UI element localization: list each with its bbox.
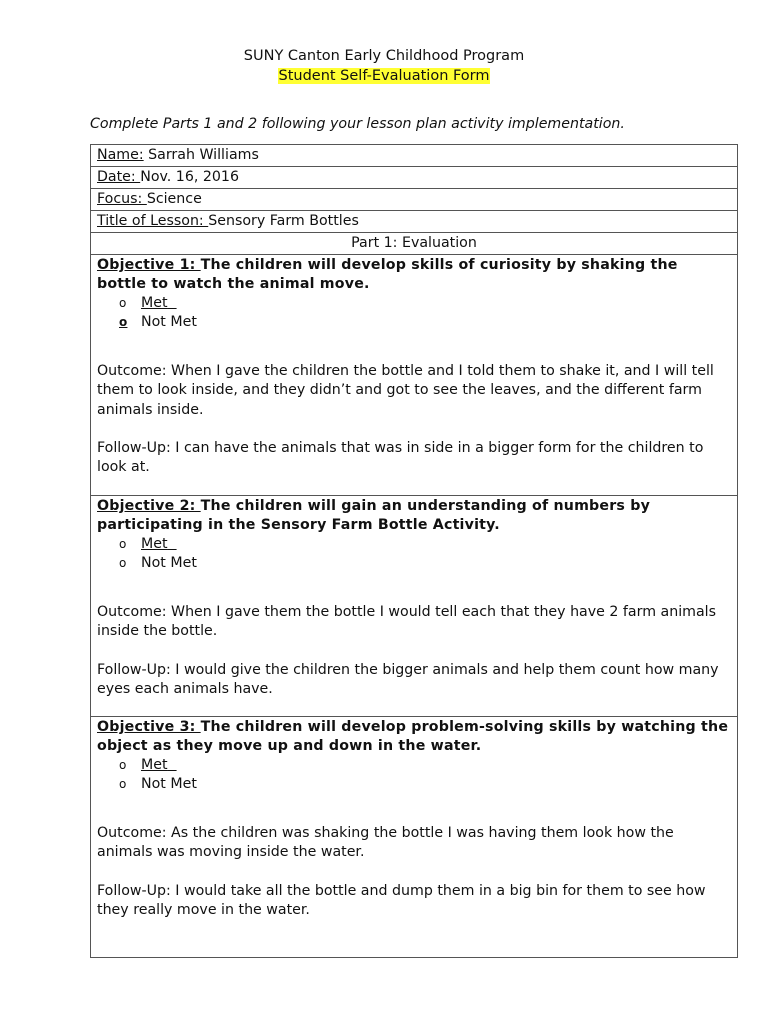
focus-cell [91, 189, 738, 211]
objective-3-met-option [119, 756, 731, 775]
form-title [0, 66, 768, 86]
objective-2-met-bullet-icon: o [119, 537, 127, 551]
objective-1-not-met-option [119, 313, 731, 332]
objective-1-row [91, 255, 738, 496]
program-title: SUNY Canton Early Childhood Program [243, 48, 525, 64]
focus-label: Focus: [97, 191, 147, 207]
date-value: Nov. 16, 2016 [140, 169, 239, 185]
spacer [97, 863, 731, 882]
lesson-title-label: Title of Lesson: [97, 213, 209, 229]
evaluation-table [90, 144, 738, 958]
name-row [91, 145, 738, 167]
objective-2-followup: Follow-Up: I would give the children the bigger animals and help them count how many eyes each animals have. [97, 661, 719, 697]
objective-1-outcome: Outcome: When I gave the children the bottle and I told them to shake it, and I will tell them to look inside, and they didn’t and got to see the leaves, and the different farm animals inside. [97, 363, 714, 418]
lesson-title-row [91, 211, 738, 233]
objective-3-followup: Follow-Up: I would take all the bottle and dump them in a big bin for them to see how they really move in the water. [97, 882, 706, 918]
lesson-title-value: Sensory Farm Bottles [208, 213, 359, 229]
objective-2-not-met-label: Not Met [141, 554, 197, 571]
objective-2-heading [97, 497, 731, 535]
objective-2-not-met-option [119, 554, 731, 573]
objective-3-met-bullet-icon: o [119, 758, 127, 772]
objective-1-met-underline [119, 295, 177, 311]
objective-1-met-option [119, 294, 731, 313]
objective-3-met-underline [119, 757, 177, 773]
objective-3-outcome: Outcome: As the children was shaking the bottle I was having them look how the animals was moving inside the water. [97, 825, 674, 861]
spacer [97, 420, 731, 439]
objective-3-label: Objective 3: [97, 719, 201, 735]
date-label: Date: [97, 169, 141, 185]
objective-3-cell [91, 717, 738, 958]
objective-3-row [91, 717, 738, 958]
part1-heading: Part 1: Evaluation [91, 233, 738, 255]
objective-3-met-label: Met [141, 757, 168, 773]
objective-1-heading [97, 256, 731, 294]
objective-2-text: The children will gain an understanding of numbers by participating in the Sensory Farm Bottle Activity. [97, 498, 651, 533]
instructions: Complete Parts 1 and 2 following your lesson plan activity implementation. [90, 116, 625, 132]
objective-3-not-met-bullet-icon: o [119, 776, 127, 791]
objective-3-not-met-label: Not Met [141, 775, 197, 792]
focus-value: Science [146, 191, 202, 207]
objective-3-heading [97, 718, 731, 756]
name-cell [91, 145, 738, 167]
spacer [97, 331, 731, 362]
objective-1-followup: Follow-Up: I can have the animals that was in side in a bigger form for the children to look at. [97, 439, 704, 476]
objective-1-not-met-label: Not Met [141, 313, 197, 330]
objective-1-met-label: Met [141, 295, 168, 311]
objective-2-met-underline [119, 536, 177, 552]
objective-2-outcome: Outcome: When I gave them the bottle I would tell each that they have 2 farm animals inside the bottle. [97, 604, 716, 640]
objective-1-cell [91, 255, 738, 496]
spacer [97, 642, 731, 661]
objective-2-row [91, 496, 738, 717]
name-value: Sarrah Williams [143, 147, 259, 163]
part1-heading-row [91, 233, 738, 255]
objective-1-text: The children will develop skills of curiosity by shaking the bottle to watch the animal move. [97, 257, 678, 292]
date-row [91, 167, 738, 189]
lesson-title-cell [91, 211, 738, 233]
objective-1-not-met-bullet-icon: o [119, 314, 128, 329]
objective-1-label: Objective 1: [97, 257, 201, 273]
objective-1-met-bullet-icon: o [119, 296, 127, 310]
objective-2-met-option [119, 535, 731, 554]
objective-2-not-met-bullet-icon: o [119, 555, 127, 570]
objective-3-text: The children will develop problem-solving skills by watching the object as they move up and down in the water. [97, 719, 729, 754]
objective-3-not-met-option [119, 775, 731, 794]
date-cell [91, 167, 738, 189]
objective-2-label: Objective 2: [97, 498, 201, 514]
objective-2-cell [91, 496, 738, 717]
form-title-highlight: Student Self-Evaluation Form [278, 68, 490, 84]
document-header [0, 46, 768, 86]
name-label: Name: [97, 147, 144, 163]
spacer [97, 572, 731, 603]
focus-row [91, 189, 738, 211]
spacer [97, 793, 731, 824]
objective-2-met-label: Met [141, 536, 168, 552]
